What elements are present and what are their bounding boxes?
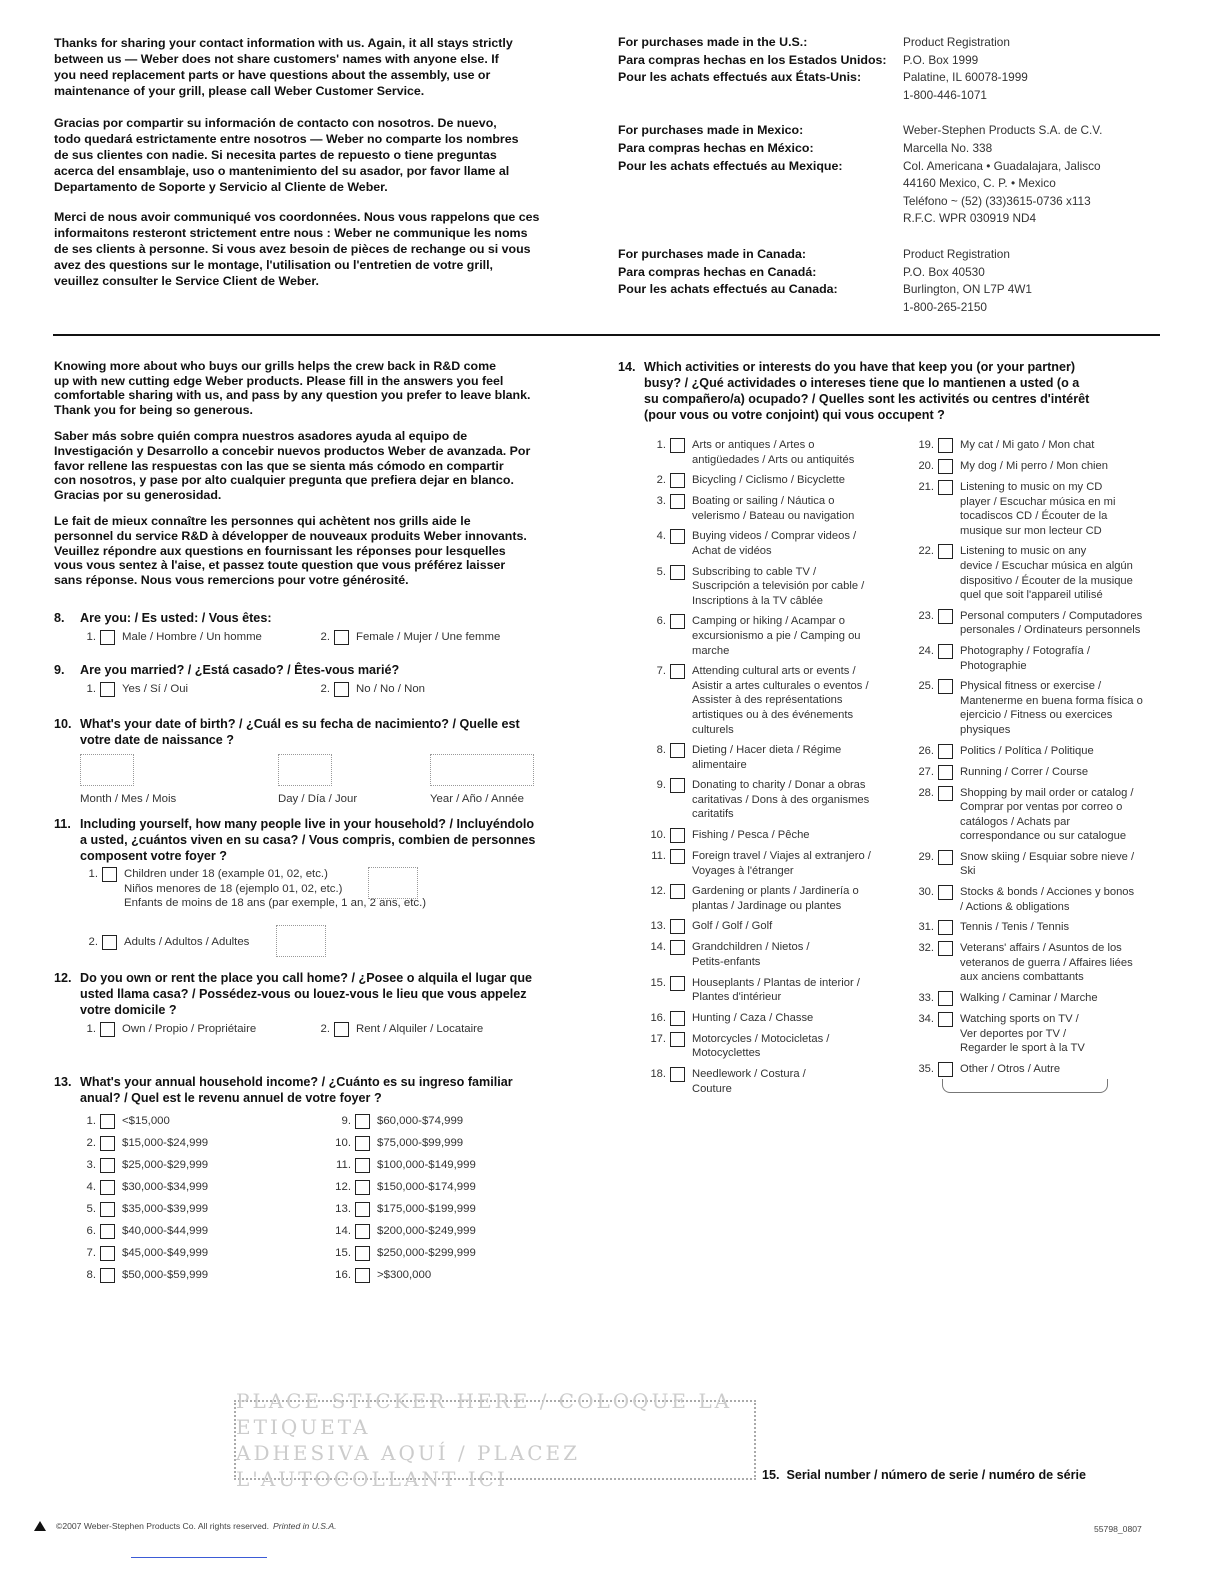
- activity-checkbox[interactable]: [670, 919, 685, 934]
- address-line: P.O. Box 1999: [903, 52, 979, 67]
- adults-checkbox[interactable]: [102, 935, 117, 950]
- question-10: [54, 716, 604, 812]
- address-label: Pour les achats effectués au Canada:: [618, 282, 838, 297]
- activity-checkbox[interactable]: [670, 743, 685, 758]
- option-number: 28.: [918, 786, 934, 799]
- activities-column-1: [644, 438, 894, 1102]
- contact-intro: [54, 35, 574, 305]
- income-checkbox[interactable]: [100, 1268, 115, 1283]
- activity-checkbox[interactable]: [938, 885, 953, 900]
- activity-label: Foreign travel / Viajes al extranjero / Voyages à l'étranger: [692, 850, 871, 877]
- activity-checkbox[interactable]: [670, 473, 685, 488]
- activity-checkbox[interactable]: [938, 1062, 953, 1077]
- option-label: No / No / Non: [356, 683, 426, 695]
- address-line: Product Registration: [903, 35, 1010, 49]
- question-text: Which activities or interests do you have that keep you (or your partner) busy? / ¿Qué actividades o intereses tiene que lo mantienen a usted (o a su compañero/a) ocupado? / Quelles sont les activités ou centres d'intérêt (pour vous ou votre conjoint) qui vous occupent ?: [644, 360, 1090, 422]
- option-number: 5.: [86, 1202, 96, 1215]
- question-text: Are you married? / ¿Está casado? / Êtes-vous marié?: [80, 663, 400, 677]
- option-number: 30.: [918, 886, 934, 899]
- option-number: 34.: [918, 1013, 934, 1026]
- activity-label: Listening to music on any device / Escuchar música en algún dispositivo / Écouter de la musique quel que soit l'appareil utilisé: [960, 545, 1133, 602]
- sticker-text: PLACE STICKER HERE / COLOQUE LA ETIQUETA: [236, 1389, 733, 1439]
- activity-checkbox[interactable]: [938, 480, 953, 495]
- activity-checkbox[interactable]: [938, 438, 953, 453]
- address-line: 44160 Mexico, C. P. • Mexico: [903, 176, 1056, 191]
- activity-checkbox[interactable]: [670, 438, 685, 453]
- printed-in-text: Printed in U.S.A.: [273, 1521, 337, 1531]
- income-checkbox[interactable]: [355, 1246, 370, 1261]
- activity-label: Gardening or plants / Jardinería o plantas / Jardinage ou plantes: [692, 885, 859, 912]
- question-number: 12.: [54, 971, 72, 985]
- address-block: [618, 34, 1178, 334]
- option-number: 1.: [86, 683, 96, 695]
- option-number: 12.: [335, 1180, 351, 1193]
- activity-label: Watching sports on TV / Ver deportes por TV / Regarder le sport à la TV: [960, 1013, 1085, 1055]
- activity-label: Subscribing to cable TV / Suscripción a televisión por cable / Inscriptions à la TV câblée: [692, 565, 865, 607]
- income-checkbox[interactable]: [355, 1224, 370, 1239]
- option-number: 32.: [918, 942, 934, 955]
- address-canada: [618, 246, 1178, 316]
- address-line: Teléfono ~ (52) (33)3615-0736 x113: [903, 193, 1091, 208]
- income-checkbox[interactable]: [355, 1136, 370, 1151]
- triangle-icon: [34, 1521, 46, 1531]
- income-checkbox[interactable]: [355, 1114, 370, 1129]
- activity-checkbox[interactable]: [670, 778, 685, 793]
- option-number: 9.: [656, 779, 666, 792]
- option-number: 5.: [656, 565, 666, 578]
- option-number: 10.: [335, 1136, 351, 1149]
- document-code: 55798_0807: [1094, 1524, 1142, 1534]
- activities-column-2: [912, 438, 1167, 1093]
- option-label: $200,000-$249,999: [377, 1224, 476, 1237]
- other-activity-field[interactable]: [942, 1079, 1108, 1093]
- option-number: 16.: [335, 1268, 351, 1281]
- activity-checkbox[interactable]: [938, 786, 953, 801]
- birth-day-field[interactable]: [278, 754, 332, 786]
- footer: [34, 1521, 337, 1531]
- address-label: For purchases made in the U.S.:: [618, 35, 808, 49]
- activity-label: Hunting / Caza / Chasse: [692, 1011, 814, 1024]
- activity-label: Needlework / Costura / Couture: [692, 1068, 806, 1095]
- question-12: [54, 970, 604, 1037]
- sticker-text: ADHESIVA AQUÍ / PLACEZ L'AUTOCOLLANT ICI: [236, 1441, 581, 1491]
- activity-label: Bicycling / Ciclismo / Bicyclette: [692, 474, 845, 487]
- question-text: What's your date of birth? / ¿Cuál es su fecha de nacimiento? / Quelle est votre date de naissance ?: [80, 717, 520, 747]
- activity-label: Shopping by mail order or catalog / Comprar por ventas por correo o catálogos / Achats par correspondance ou sur catalogue: [960, 786, 1134, 843]
- question-text: Do you own or rent the place you call home? / ¿Posee o alquila el lugar que usted llama casa? / Possédez-vous ou louez-vous le lieu que vous appelez votre domicile ?: [80, 971, 533, 1017]
- activity-checkbox[interactable]: [938, 544, 953, 559]
- female-checkbox[interactable]: [334, 630, 349, 645]
- activity-label: Camping or hiking / Acampar o excursionismo a pie / Camping ou marche: [692, 615, 861, 657]
- address-label: For purchases made in Canada:: [618, 246, 806, 261]
- field-label: Month / Mes / Mois: [80, 793, 177, 805]
- option-number: 8.: [86, 1268, 96, 1281]
- option-number: 2.: [320, 683, 330, 695]
- activity-label: Grandchildren / Nietos / Petits-enfants: [692, 941, 810, 969]
- option-number: 2.: [88, 936, 98, 948]
- address-line: Marcella No. 338: [903, 140, 993, 155]
- option-label: $60,000-$74,999: [377, 1114, 464, 1127]
- income-checkbox[interactable]: [355, 1180, 370, 1195]
- activity-checkbox[interactable]: [938, 644, 953, 659]
- link-underline: [131, 1557, 267, 1558]
- question-13: [54, 1074, 604, 1286]
- activity-checkbox[interactable]: [938, 765, 953, 780]
- field-label: Day / Día / Jour: [278, 793, 358, 805]
- option-label: <$15,000: [122, 1114, 170, 1127]
- activity-checkbox[interactable]: [938, 920, 953, 935]
- activity-checkbox[interactable]: [670, 664, 685, 679]
- activity-checkbox[interactable]: [670, 940, 685, 955]
- activity-label: Listening to music on my CD player / Escuchar música en mi tocadiscos CD / Écouter de la musique sur mon lecteur CD: [960, 481, 1116, 537]
- option-label: Adults / Adultos / Adultes: [124, 936, 250, 948]
- question-number: 10.: [54, 717, 72, 731]
- income-column-1: [54, 1110, 329, 1286]
- activity-checkbox[interactable]: [938, 679, 953, 694]
- option-number: 16.: [650, 1011, 666, 1024]
- option-label: Female / Mujer / Une femme: [356, 631, 501, 643]
- activity-checkbox[interactable]: [670, 565, 685, 580]
- activity-checkbox[interactable]: [670, 1011, 685, 1026]
- activity-label: My cat / Mi gato / Mon chat: [960, 439, 1095, 451]
- activity-checkbox[interactable]: [938, 941, 953, 956]
- activity-label: Motorcycles / Motocicletas / Motocyclettes: [692, 1032, 830, 1060]
- option-label: $30,000-$34,999: [122, 1180, 209, 1193]
- activity-checkbox[interactable]: [670, 614, 685, 629]
- activity-checkbox[interactable]: [938, 744, 953, 759]
- intro-english: Thanks for sharing your contact information with us. Again, it all stays strictly between us — Weber does not share customers' names with anyone else. If you need replacement parts or have questions about the assembly, use or maintenance of your grill, please call Weber Customer Service.: [54, 36, 513, 98]
- address-line: 1-800-446-1071: [903, 87, 987, 102]
- question-number: 11.: [54, 817, 71, 831]
- address-label: Pour les achats effectués au Mexique:: [618, 158, 843, 173]
- activity-label: Donating to charity / Donar a obras caritativas / Dons à des organismes caritatifs: [692, 779, 870, 821]
- address-label: Pour les achats effectués aux États-Unis:: [618, 70, 862, 85]
- option-number: 14.: [335, 1224, 351, 1237]
- survey-intro-spanish: Saber más sobre quién compra nuestros asadores ayuda al equipo de Investigación y Desarrollo a concebir nuevos productos Weber de avanzada. Por favor rellene las respuestas con las que se sienta más cómodo en compartir con nosotros, y pase por alto cualquier pregunta que prefiera dejar en blanco. Gracias por su generosidad.: [54, 429, 531, 502]
- option-number: 2.: [320, 631, 330, 643]
- option-label: Rent / Alquiler / Locataire: [356, 1023, 484, 1035]
- option-number: 13.: [335, 1202, 351, 1215]
- address-label: Para compras hechas en Canadá:: [618, 264, 817, 279]
- option-number: 6.: [656, 615, 666, 628]
- activity-checkbox[interactable]: [938, 991, 953, 1006]
- option-number: 2.: [86, 1136, 96, 1149]
- option-number: 20.: [918, 460, 934, 472]
- address-line: Product Registration: [903, 246, 1010, 261]
- option-number: 35.: [918, 1062, 934, 1075]
- address-label: Para compras hechas en México:: [618, 140, 814, 155]
- male-checkbox[interactable]: [100, 630, 115, 645]
- income-checkbox[interactable]: [355, 1202, 370, 1217]
- intro-spanish: Gracias por compartir su información de contacto con nosotros. De nuevo, todo quedará estrictamente entre nosotros — Weber no comparte los nombres de sus clientes con nadie. Si necesita partes de repuesto o tiene preguntas acerca del ensamblaje, uso o mantenimiento del su asador, por favor llame al Departamento de Soporte y Servicio al Cliente de Weber.: [54, 116, 519, 194]
- option-number: 1.: [88, 868, 98, 880]
- activity-checkbox[interactable]: [938, 609, 953, 624]
- income-column-2: [329, 1110, 476, 1286]
- activity-label: Stocks & bonds / Acciones y bonos / Actions & obligations: [960, 886, 1135, 913]
- children-checkbox[interactable]: [102, 867, 117, 882]
- option-number: 33.: [918, 992, 934, 1005]
- option-number: 8.: [656, 744, 666, 757]
- intro-french: Merci de nous avoir communiqué vos coordonnées. Nous vous rappelons que ces informaitons resteront strictement entre nous : Weber ne communique les noms de ses clients à personne. Si vous avez besoin de pièces de rechange ou si vous avez des questions sur le montage, l'utilisation ou l'entretien de votre grill, veuillez consulter le Service Client de Weber.: [54, 210, 540, 288]
- serial-number-label: 15. Serial number / número de serie / numéro de série: [762, 1468, 1087, 1482]
- question-text: Are you: / Es usted: / Vous êtes:: [80, 611, 272, 625]
- activity-label: Veterans' affairs / Asuntos de los veteranos de guerra / Affaires liées aux anciens combattants: [960, 942, 1133, 984]
- option-label: >$300,000: [377, 1268, 432, 1281]
- address-line: Burlington, ON L7P 4W1: [903, 282, 1032, 297]
- section-divider: [53, 334, 1160, 336]
- serial-sticker-area[interactable]: [234, 1389, 756, 1491]
- option-label: $100,000-$149,999: [377, 1158, 476, 1171]
- option-number: 22.: [918, 545, 934, 558]
- option-label: $35,000-$39,999: [122, 1202, 209, 1215]
- question-text: What's your annual household income? / ¿Cuánto es su ingreso familiar anual? / Quel est le revenu annuel de votre foyer ?: [80, 1075, 513, 1105]
- option-number: 18.: [650, 1068, 666, 1080]
- option-number: 11.: [651, 850, 666, 863]
- address-label: Para compras hechas en los Estados Unidos:: [618, 52, 887, 67]
- survey-intro-french: Le fait de mieux connaître les personnes qui achètent nos grills aide le personnel du service R&D à développer de nouveaux produits Weber innovants. Veuillez répondre aux questions en fournissant les réponses pour lesquelles vous vous sentez à l'aise, et passez toute question que vous préférez laisser sans réponse. Nous vous remercions pour votre générosité.: [54, 514, 527, 587]
- activity-label: Dieting / Hacer dieta / Régime alimentaire: [692, 744, 842, 771]
- address-line: Col. Americana • Guadalajara, Jalisco: [903, 158, 1101, 173]
- activity-label: Politics / Política / Politique: [960, 744, 1094, 757]
- address-line: R.F.C. WPR 030919 ND4: [903, 211, 1037, 226]
- option-label: Children under 18 (example 01, 02, etc.): [124, 868, 328, 880]
- option-number: 21.: [918, 481, 934, 493]
- adults-count-field[interactable]: [276, 925, 326, 957]
- birth-year-field[interactable]: [430, 754, 534, 786]
- address-label: For purchases made in Mexico:: [618, 123, 804, 138]
- activity-checkbox[interactable]: [670, 529, 685, 544]
- option-number: 10.: [650, 829, 666, 842]
- activity-label: Running / Correr / Course: [960, 765, 1089, 778]
- children-count-field[interactable]: [368, 867, 418, 899]
- option-number: 1.: [86, 631, 96, 643]
- option-number: 27.: [918, 765, 934, 778]
- income-checkbox[interactable]: [100, 1224, 115, 1239]
- option-number: 13.: [650, 920, 666, 933]
- income-checkbox[interactable]: [100, 1136, 115, 1151]
- activity-label: Tennis / Tenis / Tennis: [960, 921, 1070, 934]
- option-label: $175,000-$199,999: [377, 1202, 476, 1215]
- activity-checkbox[interactable]: [670, 494, 685, 509]
- survey-intro: [54, 359, 604, 599]
- option-number: 1.: [656, 439, 666, 451]
- activity-label: Snow skiing / Esquiar sobre nieve / Ski: [960, 850, 1135, 878]
- activity-label: Buying videos / Comprar videos / Achat de vidéos: [692, 530, 857, 557]
- activity-label: Physical fitness or exercise / Mantenerme en buena forma física o ejercicio / Fitness ou exercices physiques: [960, 680, 1143, 736]
- activity-checkbox[interactable]: [670, 1067, 685, 1082]
- income-checkbox[interactable]: [100, 1202, 115, 1217]
- activity-label: Arts or antiques / Artes o antigüedades / Arts ou antiquités: [692, 439, 855, 466]
- option-label: Niños menores de 18 (ejemplo 01, 02, etc.): [124, 882, 343, 895]
- option-label: $75,000-$99,999: [377, 1136, 464, 1149]
- option-number: 1.: [86, 1023, 96, 1035]
- activity-label: Boating or sailing / Náutica o velerismo / Bateau ou navigation: [692, 495, 855, 522]
- activity-checkbox[interactable]: [670, 976, 685, 991]
- option-number: 12.: [650, 885, 666, 898]
- option-label: $15,000-$24,999: [122, 1136, 209, 1149]
- option-number: 26.: [918, 744, 934, 757]
- option-label: Male / Hombre / Un homme: [122, 631, 262, 643]
- option-label: $250,000-$299,999: [377, 1246, 476, 1259]
- option-number: 3.: [656, 495, 666, 508]
- activity-label: My dog / Mi perro / Mon chien: [960, 460, 1108, 472]
- activity-checkbox[interactable]: [670, 828, 685, 843]
- option-number: 19.: [918, 439, 934, 451]
- option-number: 7.: [86, 1246, 96, 1259]
- address-line: 1-800-265-2150: [903, 299, 987, 314]
- address-line: Weber-Stephen Products S.A. de C.V.: [903, 123, 1103, 138]
- option-label: $150,000-$174,999: [377, 1180, 476, 1193]
- income-checkbox[interactable]: [100, 1158, 115, 1173]
- activity-checkbox[interactable]: [938, 850, 953, 865]
- option-number: 2.: [656, 474, 666, 487]
- option-number: 3.: [86, 1158, 96, 1171]
- option-number: 15.: [335, 1246, 351, 1259]
- option-label: $40,000-$44,999: [122, 1224, 209, 1237]
- married-yes-checkbox[interactable]: [100, 682, 115, 697]
- activity-label: Other / Otros / Autre: [960, 1062, 1061, 1075]
- option-number: 29.: [918, 850, 934, 863]
- option-label: $45,000-$49,999: [122, 1246, 209, 1259]
- option-number: 14.: [650, 941, 666, 954]
- option-label: Enfants de moins de 18 ans (par exemple, 1 an, 2 ans, etc.): [124, 897, 427, 909]
- question-text: Including yourself, how many people live in your household? / Incluyéndolo a usted, ¿cuántos viven en su casa? / Vous compris, combien de personnes composent votre foyer ?: [80, 817, 536, 863]
- activity-checkbox[interactable]: [938, 459, 953, 474]
- option-number: 7.: [656, 665, 666, 678]
- copyright-text: ©2007 Weber-Stephen Products Co. All rights reserved.: [56, 1521, 270, 1531]
- question-number: 14.: [618, 360, 636, 374]
- option-number: 9.: [341, 1114, 351, 1127]
- question-9: [54, 662, 604, 697]
- option-label: Yes / Sí / Oui: [122, 683, 189, 695]
- activity-label: Fishing / Pesca / Pêche: [692, 829, 810, 842]
- income-checkbox[interactable]: [100, 1114, 115, 1129]
- activity-checkbox[interactable]: [938, 1012, 953, 1027]
- income-checkbox[interactable]: [355, 1268, 370, 1283]
- option-number: 2.: [320, 1023, 330, 1035]
- activity-label: Golf / Golf / Golf: [692, 920, 773, 933]
- question-number: 9.: [54, 663, 65, 677]
- activity-label: Photography / Fotografía / Photographie: [960, 644, 1090, 672]
- option-number: 31.: [918, 921, 934, 934]
- option-label: $25,000-$29,999: [122, 1158, 209, 1171]
- option-number: 25.: [918, 680, 934, 693]
- address-line: P.O. Box 40530: [903, 264, 985, 279]
- question-number: 13.: [54, 1075, 72, 1089]
- field-label: Year / Año / Année: [430, 793, 524, 805]
- option-number: 4.: [656, 530, 666, 543]
- option-number: 23.: [918, 609, 934, 622]
- option-number: 6.: [86, 1224, 96, 1237]
- option-number: 4.: [86, 1180, 96, 1193]
- rent-checkbox[interactable]: [334, 1022, 349, 1037]
- question-11: [54, 816, 604, 975]
- survey-intro-english: Knowing more about who buys our grills helps the crew back in R&D come up with new cutting edge Weber products. Please fill in the answers you feel comfortable sharing with us, and pass by any question you prefer to leave blank. Thank you for being so generous.: [54, 359, 531, 417]
- income-checkbox[interactable]: [100, 1246, 115, 1261]
- income-checkbox[interactable]: [100, 1180, 115, 1195]
- question-8: [54, 610, 604, 645]
- activity-label: Personal computers / Computadores personales / Ordinateurs personnels: [960, 609, 1143, 637]
- option-number: 24.: [918, 644, 934, 657]
- address-line: Palatine, IL 60078-1999: [903, 70, 1028, 85]
- own-checkbox[interactable]: [100, 1022, 115, 1037]
- option-number: 17.: [650, 1032, 666, 1045]
- activity-checkbox[interactable]: [670, 884, 685, 899]
- option-number: 15.: [650, 976, 666, 989]
- address-mexico: [618, 122, 1178, 228]
- option-number: 1.: [86, 1114, 96, 1127]
- income-checkbox[interactable]: [355, 1158, 370, 1173]
- activity-checkbox[interactable]: [670, 1032, 685, 1047]
- address-us: [618, 34, 1178, 104]
- birth-month-field[interactable]: [80, 754, 134, 786]
- option-label: $50,000-$59,999: [122, 1268, 209, 1281]
- activity-label: Walking / Caminar / Marche: [960, 992, 1098, 1005]
- question-number: 8.: [54, 611, 65, 625]
- option-number: 11.: [336, 1158, 351, 1171]
- activity-label: Houseplants / Plantas de interior / Plantes d'intérieur: [692, 976, 860, 1004]
- married-no-checkbox[interactable]: [334, 682, 349, 697]
- activity-checkbox[interactable]: [670, 849, 685, 864]
- activity-label: Attending cultural arts or events / Asistir a artes culturales o eventos / Assister à des représentations artistiques ou à des événements culturels: [692, 665, 869, 736]
- question-14: [618, 359, 1163, 423]
- option-label: Own / Propio / Propriétaire: [122, 1023, 257, 1035]
